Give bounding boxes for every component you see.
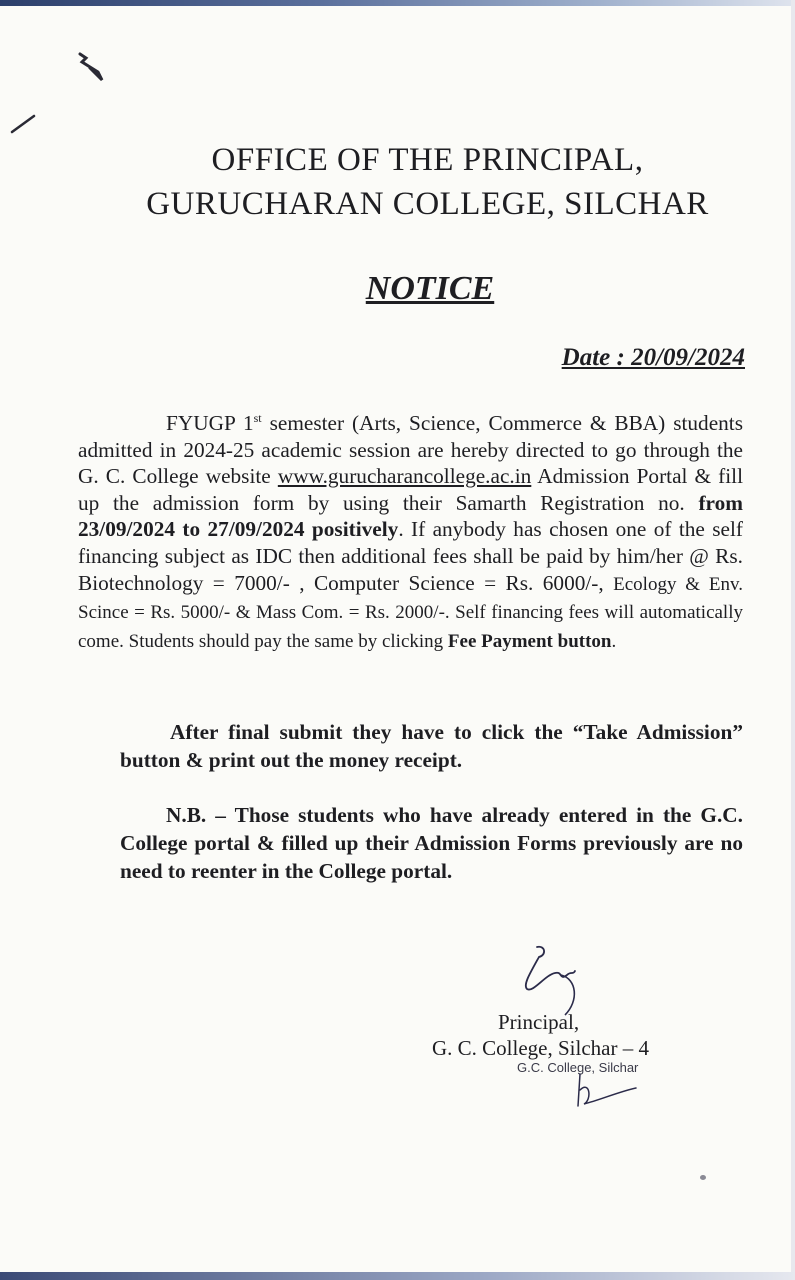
para-text: . If anybody has chosen one of the self financing subject as IDC then additional fees shall be paid by him/her @ Rs. Biotechnology = 7000/- , Computer Science = Rs. 6000/-,: [78, 517, 743, 595]
para-text: semester (Arts, Science, Commerce & BBA) students admitted in 2024-25 academic session are hereby directed to go through the G. C. College website: [78, 411, 743, 489]
para-text-small: Ecology & Env. Scince = Rs. 5000/- & Mass Com. = Rs. 2000/-. Self financing fees will automatically come. Students should pay the same by clicking: [78, 573, 743, 652]
office-title-line2: GURUCHARAN COLLEGE, SILCHAR: [146, 186, 709, 222]
signature-icon: [515, 945, 595, 1020]
fee-payment-text: Fee Payment button: [447, 630, 612, 652]
college-website-link[interactable]: www.gurucharancollege.ac.in: [277, 464, 532, 489]
admission-dates: from 23/09/2024 to 27/09/2024 positively: [78, 490, 743, 542]
notice-date: Date : 20/09/2024: [561, 344, 745, 371]
nb-paragraph: N.B. – Those students who have already entered in the G.C. College portal & filled up their Admission Forms previously are no need to reenter in the College portal.: [120, 803, 743, 883]
initials-icon: [570, 1070, 640, 1115]
pen-mark-icon: [76, 50, 110, 84]
para-text: .: [611, 630, 617, 652]
bottom-edge: [0, 1272, 795, 1280]
para-text: Admission Portal & fill up the admission form by using their Samarth Registration no.: [78, 464, 744, 515]
para-text: FYUGP 1: [166, 411, 254, 435]
signatory-designation: Principal,: [498, 1010, 580, 1034]
office-title-line1: OFFICE OF THE PRINCIPAL,: [211, 142, 644, 178]
top-edge: [0, 0, 795, 6]
main-paragraph: [78, 410, 743, 655]
signatory-institution: G. C. College, Silchar – 4: [432, 1036, 649, 1060]
superscript: st: [253, 410, 262, 425]
ink-dot: [700, 1175, 706, 1180]
tick-mark-icon: [10, 112, 36, 134]
notice-heading: NOTICE: [365, 270, 495, 307]
instruction-paragraph: After final submit they have to click the “Take Admission” button & print out the money receipt.: [120, 720, 743, 772]
college-stamp: G.C. College, Silchar: [517, 1060, 639, 1075]
